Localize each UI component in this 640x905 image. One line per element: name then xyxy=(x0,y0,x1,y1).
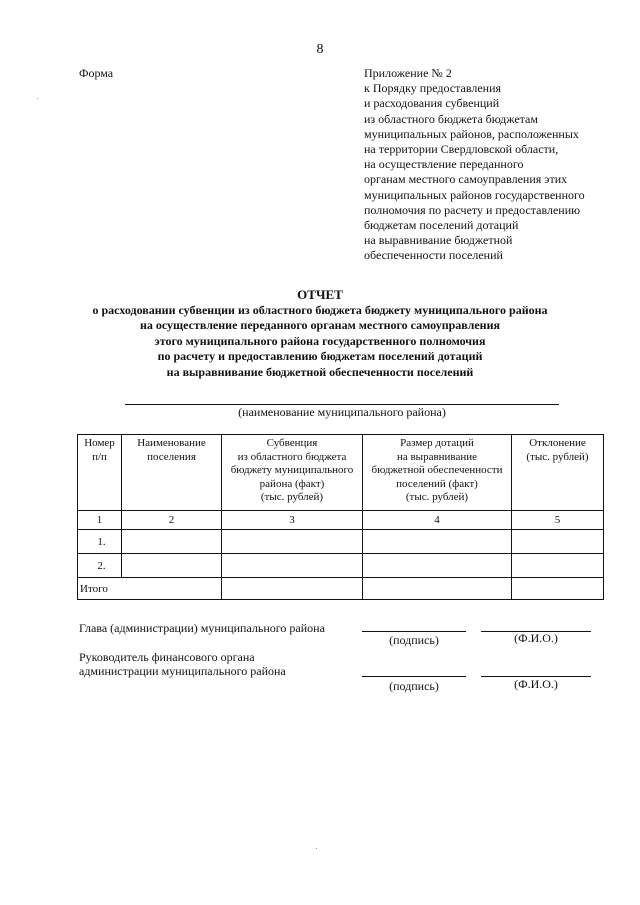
total-row xyxy=(78,578,604,600)
appendix-line: полномочия по расчету и предоставлению xyxy=(364,202,581,217)
column-number: 2 xyxy=(122,511,222,530)
header-number: Номер п/п xyxy=(78,435,122,511)
signature-caption: (подпись) xyxy=(389,679,439,693)
column-number: 1 xyxy=(78,511,122,530)
appendix-line: муниципальных районов государственного xyxy=(364,187,585,202)
appendix-line: на осуществление переданного xyxy=(364,157,524,172)
appendix-line: и расходования субвенций xyxy=(364,96,500,111)
report-subtitle-line: на выравнивание бюджетной обеспеченности поселений xyxy=(166,364,474,379)
column-number-row xyxy=(78,511,604,530)
finance-signature-field[interactable] xyxy=(362,676,466,677)
head-signature-field[interactable] xyxy=(362,631,466,632)
scan-speck xyxy=(37,98,38,99)
appendix-line: Приложение № 2 xyxy=(364,66,452,80)
table-cell[interactable] xyxy=(512,554,604,578)
table-cell[interactable] xyxy=(122,530,222,554)
table-row xyxy=(78,530,604,554)
header-subvention: Субвенция из областного бюджета бюджету муниципального района (факт) (тыс. рублей) xyxy=(222,435,363,511)
total-cell[interactable] xyxy=(512,578,604,600)
table-row xyxy=(78,554,604,578)
table-header-row xyxy=(78,435,604,511)
report-subtitle-line: о расходовании субвенции из областного бюджета бюджету муниципального района xyxy=(92,302,548,317)
scan-speck xyxy=(316,848,317,849)
finance-label-line: Руководитель финансового органа xyxy=(79,650,255,664)
table-cell[interactable] xyxy=(363,554,512,578)
header-subsidy-amount: Размер дотаций на выравнивание бюджетной обеспеченности поселений (факт) (тыс. рублей) xyxy=(363,435,512,511)
report-table xyxy=(77,434,604,600)
header-settlement: Наименование поселения xyxy=(122,435,222,511)
appendix-line: на территории Свердловской области, xyxy=(364,142,559,157)
appendix-block xyxy=(364,66,624,264)
name-caption: (Ф.И.О.) xyxy=(514,631,558,645)
column-number: 3 xyxy=(222,511,363,530)
column-number: 4 xyxy=(363,511,512,530)
table-cell[interactable] xyxy=(222,530,363,554)
table-cell[interactable] xyxy=(512,530,604,554)
row-number: 2. xyxy=(78,554,122,578)
report-title: ОТЧЕТ xyxy=(297,287,343,302)
report-subtitle-line: на осуществление переданного органам местного самоуправления xyxy=(139,318,501,333)
form-label: Форма xyxy=(79,66,114,80)
total-cell[interactable] xyxy=(363,578,512,600)
appendix-line: муниципальных районов, расположенных xyxy=(364,126,579,141)
district-name-caption: (наименование муниципального района) xyxy=(238,405,446,419)
finance-label-line: администрации муниципального района xyxy=(79,664,286,678)
appendix-line: к Порядку предоставления xyxy=(364,81,502,96)
row-number: 1. xyxy=(78,530,122,554)
table-cell[interactable] xyxy=(122,554,222,578)
appendix-line: органам местного самоуправления этих xyxy=(364,172,568,187)
page-number: 8 xyxy=(316,42,324,57)
table-cell[interactable] xyxy=(222,554,363,578)
table-cell[interactable] xyxy=(363,530,512,554)
total-cell[interactable] xyxy=(222,578,363,600)
total-label: Итого xyxy=(78,578,222,600)
head-signature-label: Глава (администрации) муниципального района xyxy=(79,621,325,635)
appendix-line: бюджетам поселений дотаций xyxy=(364,218,519,233)
name-caption: (Ф.И.О.) xyxy=(514,677,558,691)
signature-caption: (подпись) xyxy=(389,633,439,647)
report-subtitle-line: по расчету и предоставлению бюджетам поселений дотаций xyxy=(157,349,483,364)
appendix-line: на выравнивание бюджетной xyxy=(364,233,513,248)
header-deviation: Отклонение (тыс. рублей) xyxy=(512,435,604,511)
report-title-block xyxy=(0,287,640,381)
appendix-line: из областного бюджета бюджетам xyxy=(364,111,538,126)
column-number: 5 xyxy=(512,511,604,530)
appendix-line: обеспеченности поселений xyxy=(364,248,503,263)
finance-signature-label xyxy=(79,650,286,678)
report-subtitle-line: этого муниципального района государственного полномочия xyxy=(154,333,486,348)
